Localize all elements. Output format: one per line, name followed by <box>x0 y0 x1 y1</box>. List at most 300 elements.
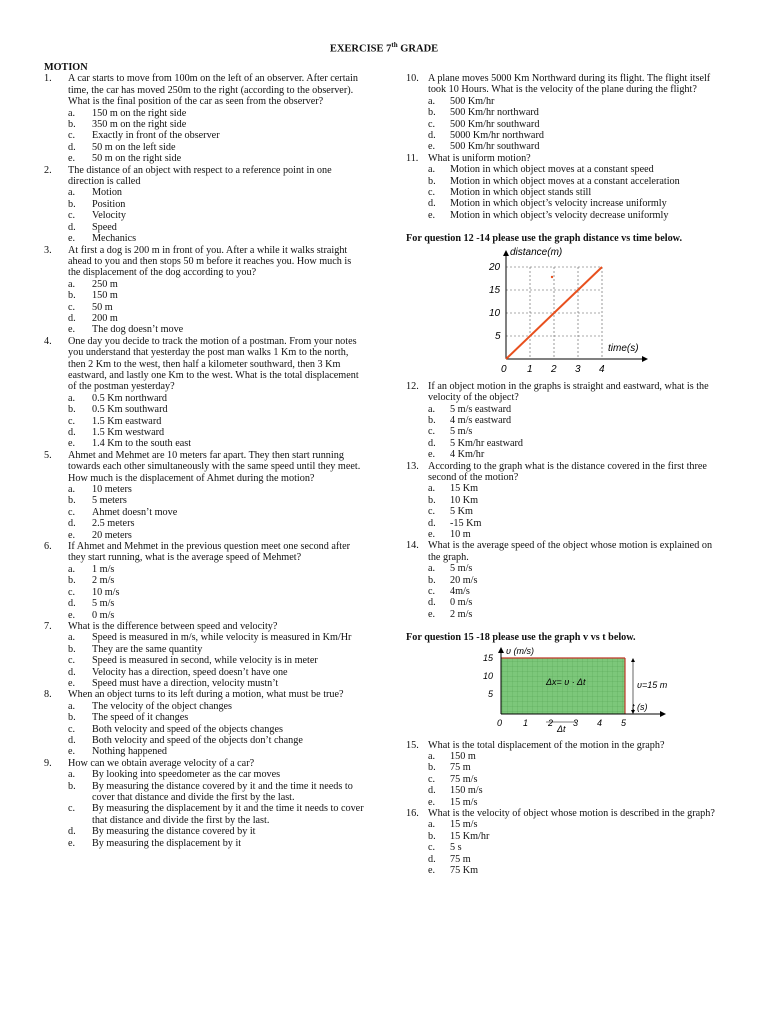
question-number: 8. <box>44 689 52 701</box>
question-stem <box>44 73 366 107</box>
answer-option <box>44 530 366 541</box>
option-list <box>406 404 724 461</box>
option-letter: a. <box>428 563 436 575</box>
question-number: 7. <box>44 620 52 632</box>
question-stem <box>406 540 724 563</box>
option-text: 1 m/s <box>92 563 115 575</box>
option-text: 4 Km/hr <box>450 449 485 461</box>
option-letter: c. <box>428 426 436 438</box>
option-letter: d. <box>428 853 436 865</box>
graph2-y-arrow <box>498 647 504 653</box>
option-list <box>44 279 366 336</box>
option-text: 5 m/s <box>92 598 115 610</box>
question-stem <box>406 153 724 164</box>
option-letter: a. <box>68 278 76 290</box>
graph1-xtick: 1 <box>527 363 533 375</box>
graph1-xtick: 4 <box>599 363 605 375</box>
option-text: 0.5 Km southward <box>92 404 168 416</box>
graph2-ylabel: υ (m/s) <box>506 645 534 656</box>
option-text: 5000 Km/hr northward <box>450 130 544 142</box>
question-number: 9. <box>44 757 52 769</box>
graph2-ytick: 15 <box>483 652 494 663</box>
option-text: 5 Km/hr eastward <box>450 437 523 449</box>
answer-option <box>406 842 724 853</box>
question-number: 10. <box>406 73 419 84</box>
option-text: 1.4 Km to the south east <box>92 438 192 450</box>
option-letter: a. <box>68 700 76 712</box>
option-text: Speed is measured in m/s, while velocity is measured in Km/Hr <box>92 632 352 644</box>
answer-option <box>406 854 724 865</box>
option-letter: b. <box>428 830 436 842</box>
option-text: 75 m <box>450 853 471 865</box>
answer-option <box>44 199 366 210</box>
graph1-y-arrow <box>503 250 509 256</box>
option-text: The velocity of the object changes <box>92 700 233 712</box>
option-text: 350 m on the right side <box>92 119 187 131</box>
option-letter: e. <box>68 837 76 849</box>
question-stem <box>406 381 724 404</box>
option-letter: e. <box>428 865 436 877</box>
answer-option <box>44 302 366 313</box>
answer-option <box>44 142 366 153</box>
question-text: What is uniform motion? <box>428 152 531 164</box>
option-letter: c. <box>68 130 76 142</box>
option-list <box>406 164 724 221</box>
question-stem <box>406 808 724 819</box>
option-text: 1.5 Km westward <box>92 427 165 438</box>
answer-option <box>44 233 366 244</box>
option-text: 50 m on the left side <box>92 141 176 153</box>
option-text: 150 m on the right side <box>92 107 187 119</box>
distance-time-graph <box>484 247 654 377</box>
graph1-xtick: 0 <box>501 363 507 375</box>
option-text: 2 m/s <box>450 608 473 620</box>
option-text: 10 m/s <box>92 586 120 598</box>
option-letter: e. <box>428 796 436 808</box>
answer-option <box>406 495 724 506</box>
option-text: 75 Km <box>450 865 479 877</box>
option-letter: c. <box>428 586 436 597</box>
question-text: When an object turns to its left during a motion, what must be true? <box>68 689 344 701</box>
option-letter: e. <box>68 677 76 689</box>
left-question-list <box>44 73 366 849</box>
answer-option <box>44 404 366 415</box>
question-stem <box>44 165 366 188</box>
answer-option <box>406 426 724 437</box>
option-letter: e. <box>68 233 76 245</box>
option-text: 10 Km <box>450 494 479 506</box>
option-text: Exactly in front of the observer <box>92 130 220 142</box>
option-letter: b. <box>68 575 76 587</box>
answer-option <box>44 598 366 609</box>
option-letter: b. <box>428 762 436 774</box>
answer-option <box>44 153 366 164</box>
option-text: 1.5 Km eastward <box>92 415 162 427</box>
graph2-ytick: 5 <box>488 688 494 699</box>
answer-option <box>406 529 724 540</box>
answer-option <box>406 774 724 785</box>
option-text: Motion <box>92 187 123 199</box>
graph1-x-arrow <box>642 356 648 362</box>
answer-option <box>406 107 724 118</box>
option-letter: b. <box>428 414 436 426</box>
answer-option <box>44 416 366 427</box>
graph1-xlabel: time(s) <box>608 342 639 354</box>
answer-option <box>44 701 366 712</box>
graph2-ytick: 10 <box>483 670 494 681</box>
answer-option <box>406 819 724 830</box>
option-letter: b. <box>68 643 76 655</box>
option-letter: d. <box>68 312 76 324</box>
option-letter: d. <box>68 826 76 838</box>
answer-option <box>44 746 366 757</box>
graph2-xtick: 4 <box>597 717 603 728</box>
option-list <box>406 96 724 153</box>
option-letter: d. <box>68 734 76 746</box>
right-column <box>406 73 724 877</box>
option-list <box>44 187 366 244</box>
option-text: Nothing happened <box>92 746 167 758</box>
answer-option <box>406 187 724 198</box>
question-number: 3. <box>44 244 52 256</box>
question <box>44 450 366 541</box>
answer-option <box>44 826 366 837</box>
answer-option <box>44 108 366 119</box>
option-letter: c. <box>68 586 76 598</box>
option-text: 5 Km <box>450 506 473 518</box>
option-letter: a. <box>68 632 76 644</box>
question-text: What is the average speed of the object whose motion is explained on the graph. <box>428 540 713 563</box>
option-letter: a. <box>428 483 436 495</box>
option-text: By looking into speedometer as the car moves <box>92 769 281 781</box>
question-text: A car starts to move from 100m on the left of an observer. After certain time, the car has moved 250m to the right (according to the observer). What is the final position of the car as seen from the observer? <box>68 73 358 108</box>
option-text: Speed <box>92 221 117 233</box>
section-title: MOTION <box>44 62 88 73</box>
question-stem <box>406 73 724 96</box>
question-text: What is the velocity of object whose motion is described in the graph? <box>428 808 715 820</box>
answer-option <box>406 404 724 415</box>
answer-option <box>44 632 366 643</box>
option-text: Motion in which object stands still <box>450 187 592 199</box>
option-letter: d. <box>428 130 436 142</box>
question <box>44 245 366 336</box>
question-text: One day you decide to track the motion of a postman. From your notes you understand that yesterday the post man walks 1 Km to the north, then 2 Km to the west, then half a kilometer southward, then 3 Km eastward, and lastly one Km to the west. What is the total displacement of the postman yesterday? <box>68 335 359 393</box>
option-list <box>44 484 366 541</box>
option-text: 500 Km/hr southward <box>450 118 540 130</box>
option-letter: c. <box>68 506 76 518</box>
answer-option <box>44 644 366 655</box>
right-question-list-b <box>406 381 724 621</box>
option-letter: b. <box>68 780 76 792</box>
option-list <box>406 563 724 620</box>
option-letter: e. <box>428 449 436 461</box>
question-stem <box>406 461 724 484</box>
option-letter: c. <box>68 803 76 815</box>
option-text: 15 Km/hr <box>450 830 490 842</box>
option-text: Velocity has a direction, speed doesn’t have one <box>92 666 288 678</box>
option-letter: e. <box>428 608 436 620</box>
option-text: 500 Km/hr southward <box>450 141 540 153</box>
option-text: Velocity <box>92 210 126 222</box>
answer-option <box>406 575 724 586</box>
option-letter: a. <box>428 95 436 107</box>
question-number: 6. <box>44 541 52 553</box>
option-text: Speed must have a direction, velocity mustn’t <box>92 677 279 689</box>
option-text: 5 s <box>450 842 462 854</box>
graph2-x-arrow <box>660 711 666 717</box>
answer-option <box>406 449 724 460</box>
right-question-list-a <box>406 73 724 221</box>
option-text: 75 m/s <box>450 773 478 785</box>
graph1-marker <box>551 275 553 277</box>
question-number: 5. <box>44 449 52 461</box>
option-letter: e. <box>428 141 436 153</box>
question-number: 2. <box>44 164 52 176</box>
answer-option <box>406 415 724 426</box>
question-text: A plane moves 5000 Km Northward during its flight. The flight itself took 10 Hours. What is the velocity of the plane during the flight? <box>428 73 711 96</box>
option-text: 0.5 Km northward <box>92 392 167 404</box>
option-letter: d. <box>68 598 76 610</box>
answer-option <box>406 865 724 876</box>
graph2-xtick: 5 <box>621 717 627 728</box>
option-letter: d. <box>68 666 76 678</box>
option-list <box>44 632 366 689</box>
option-letter: b. <box>428 107 436 119</box>
question-text: If Ahmet and Mehmet in the previous question meet one second after they start running, what is the average speed of Mehmet? <box>68 541 351 564</box>
graph1-ylabel: distance(m) <box>510 246 563 258</box>
graph1-ytick: 10 <box>489 307 501 319</box>
option-list <box>44 701 366 758</box>
option-letter: a. <box>428 403 436 415</box>
option-text: 2.5 meters <box>92 518 135 530</box>
graph1-ytick: 5 <box>495 330 501 342</box>
option-text: The speed of it changes <box>92 712 189 724</box>
option-letter: a. <box>428 751 436 763</box>
question-text: Ahmet and Mehmet are 10 meters far apart. They then start running towards each other simultaneously with the same speed until they meet. How much is the displacement of Ahmet during the motion? <box>68 449 361 484</box>
option-letter: d. <box>428 437 436 449</box>
option-letter: c. <box>428 773 436 785</box>
option-letter: d. <box>68 518 76 530</box>
option-letter: e. <box>68 324 76 336</box>
graph1-ytick: 15 <box>489 284 501 296</box>
option-text: 50 m on the right side <box>92 153 182 165</box>
question-stem <box>44 621 366 632</box>
question-stem <box>44 245 366 279</box>
option-list <box>406 483 724 540</box>
answer-option <box>406 831 724 842</box>
option-text: 5 m/s <box>450 563 473 575</box>
graph1-ytick: 20 <box>489 261 501 273</box>
question <box>44 758 366 849</box>
question-stem <box>44 541 366 564</box>
option-text: 0 m/s <box>450 597 473 609</box>
answer-option <box>44 507 366 518</box>
option-letter: a. <box>68 107 76 119</box>
answer-option <box>44 712 366 723</box>
answer-option <box>44 724 366 735</box>
question-text: How can we obtain average velocity of a car? <box>68 757 255 769</box>
option-text: 4 m/s eastward <box>450 414 512 426</box>
answer-option <box>406 609 724 620</box>
option-text: Motion in which object’s velocity increase uniformly <box>450 198 667 210</box>
option-letter: b. <box>68 290 76 302</box>
answer-option <box>44 427 366 438</box>
option-text: -15 Km <box>450 517 482 529</box>
option-list <box>44 393 366 450</box>
option-letter: e. <box>68 746 76 758</box>
option-letter: b. <box>428 175 436 187</box>
answer-option <box>44 735 366 746</box>
question-number: 11. <box>406 152 419 164</box>
answer-option <box>44 803 366 826</box>
answer-option <box>44 484 366 495</box>
option-text: Ahmet doesn’t move <box>92 506 178 518</box>
option-letter: c. <box>428 506 436 518</box>
graph2-area-label: Δx= υ · Δt <box>546 676 586 687</box>
question <box>406 808 724 876</box>
option-text: 75 m <box>450 762 471 774</box>
answer-option <box>406 96 724 107</box>
question-stem <box>44 758 366 769</box>
answer-option <box>406 164 724 175</box>
option-text: 500 Km/hr northward <box>450 107 539 119</box>
graph2-v-arrow-head <box>631 658 635 662</box>
question <box>44 165 366 245</box>
answer-option <box>44 119 366 130</box>
option-letter: d. <box>428 198 436 210</box>
option-text: 50 m <box>92 301 113 313</box>
option-letter: a. <box>68 484 76 496</box>
option-list <box>406 751 724 808</box>
answer-option <box>406 198 724 209</box>
question-number: 13. <box>406 460 419 472</box>
option-text: They are the same quantity <box>92 643 203 655</box>
option-text: The dog doesn’t move <box>92 324 184 336</box>
question-stem <box>406 740 724 751</box>
option-letter: d. <box>68 141 76 153</box>
answer-option <box>44 667 366 678</box>
answer-option <box>44 838 366 849</box>
question <box>44 541 366 621</box>
answer-option <box>44 393 366 404</box>
answer-option <box>44 290 366 301</box>
question <box>44 73 366 164</box>
option-letter: a. <box>428 819 436 831</box>
graph2-xtick: 0 <box>497 717 503 728</box>
option-text: 0 m/s <box>92 609 115 621</box>
question-stem <box>44 450 366 484</box>
answer-option <box>44 438 366 449</box>
graph2-xlabel: t (s) <box>632 701 648 712</box>
option-text: Both velocity and speed of the objects changes <box>92 723 283 735</box>
option-letter: a. <box>68 392 76 404</box>
question <box>406 381 724 461</box>
option-letter: c. <box>68 723 76 735</box>
option-text: 500 Km/hr <box>450 95 495 107</box>
option-text: Mechanics <box>92 233 137 245</box>
option-letter: b. <box>68 119 76 131</box>
answer-option <box>406 438 724 449</box>
option-text: 250 m <box>92 278 118 290</box>
option-letter: e. <box>428 209 436 221</box>
answer-option <box>44 564 366 575</box>
question-number: 4. <box>44 335 52 347</box>
question-number: 15. <box>406 739 419 751</box>
velocity-time-graph <box>482 646 672 736</box>
option-list <box>44 108 366 165</box>
option-text: By measuring the distance covered by it and the time it needs to cover that distance and divide the first by the last. <box>92 780 353 803</box>
answer-option <box>44 130 366 141</box>
option-text: 4m/s <box>450 586 470 597</box>
option-letter: e. <box>68 438 76 450</box>
option-text: 10 meters <box>92 484 132 496</box>
question-stem <box>44 689 366 700</box>
option-text: 5 m/s eastward <box>450 403 512 415</box>
answer-option <box>44 495 366 506</box>
question <box>406 461 724 541</box>
option-text: By measuring the displacement by it and the time it needs to cover that distance and divide the first by the last. <box>92 803 364 826</box>
answer-option <box>44 769 366 780</box>
right-question-list-c <box>406 740 724 877</box>
left-column <box>44 62 366 849</box>
answer-option <box>44 781 366 804</box>
answer-option <box>406 483 724 494</box>
option-letter: d. <box>428 597 436 609</box>
answer-option <box>406 210 724 221</box>
answer-option <box>44 655 366 666</box>
graph2-v-label: υ=15 m <box>637 679 668 690</box>
option-text: 20 meters <box>92 529 132 541</box>
distance-time-svg <box>484 247 654 377</box>
answer-option <box>44 279 366 290</box>
option-text: Both velocity and speed of the objects don’t change <box>92 734 303 746</box>
option-letter: c. <box>68 301 76 313</box>
answer-option <box>44 313 366 324</box>
graph2-dt-label: Δt <box>557 723 566 734</box>
option-letter: e. <box>428 528 436 540</box>
option-text: By measuring the displacement by it <box>92 837 242 849</box>
option-letter: b. <box>68 198 76 210</box>
option-text: 2 m/s <box>92 575 115 587</box>
option-letter: c. <box>68 655 76 667</box>
question-text: What is the total displacement of the motion in the graph? <box>428 739 665 751</box>
answer-option <box>44 678 366 689</box>
option-letter: c. <box>68 415 76 427</box>
option-text: Speed is measured in second, while velocity is in meter <box>92 655 318 667</box>
answer-option <box>44 210 366 221</box>
graph2-xtick: 2 <box>548 717 554 728</box>
option-text: 15 m/s <box>450 819 478 831</box>
question-text: If an object motion in the graphs is straight and eastward, what is the velocity of the object? <box>428 380 709 404</box>
option-text: 20 m/s <box>450 574 478 586</box>
option-letter: d. <box>68 221 76 233</box>
question-text: What is the difference between speed and velocity? <box>68 620 278 632</box>
graph2-xtick: 3 <box>573 717 579 728</box>
answer-option <box>406 176 724 187</box>
graph2-heading: For question 15 -18 please use the graph v vs t below. <box>406 632 636 644</box>
question <box>406 153 724 221</box>
option-text: 150 m <box>450 751 476 763</box>
option-letter: b. <box>68 712 76 724</box>
question-text: The distance of an object with respect to a reference point in one direction is called <box>68 164 332 188</box>
option-letter: c. <box>68 210 76 222</box>
option-letter: e. <box>68 529 76 541</box>
question-text: At first a dog is 200 m in front of you. After a while it walks straight ahead to you and then stops 50 m before it reaches you. How much is the displacement of the dog according to you? <box>68 244 352 279</box>
option-text: 15 m/s <box>450 796 478 808</box>
question <box>406 540 724 620</box>
answer-option <box>406 130 724 141</box>
answer-option <box>44 518 366 529</box>
